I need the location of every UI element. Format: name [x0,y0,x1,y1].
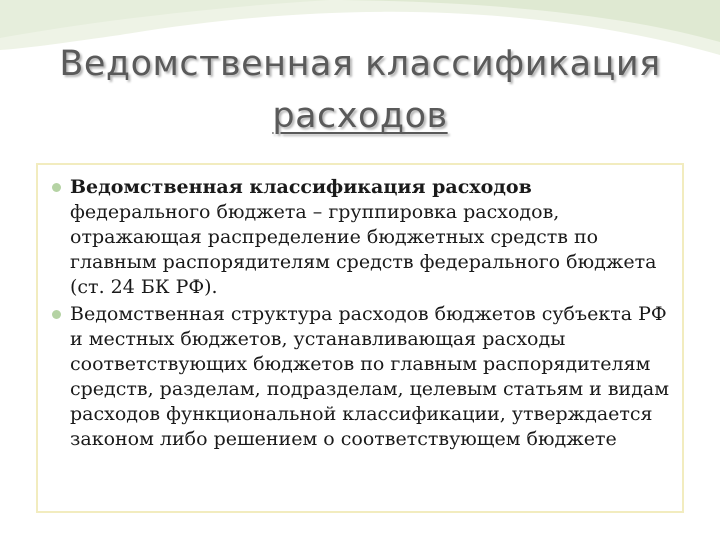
bullet-text: федерального бюджета – группировка расходов, отражающая распределение бюджетных средств по главным распорядителям средств федерального бюджета (ст. 24 БК РФ). [70,201,657,298]
bullet-dot-icon [52,183,61,192]
bullet-text: Ведомственная структура расходов бюджетов субъекта РФ и местных бюджетов, устанавливающая расходы соответствующих бюджетов по главным распорядителям средств, разделам, подразделам, целевым статьям и видам расходов функциональной классификации, утверждается законом либо решением о соответствующем бюджете [70,303,670,450]
bullet-bold-lead: Ведомственная классификация расходов [70,176,532,198]
content-box [36,163,684,513]
bullet-item-2 [48,302,678,452]
bullet-list [48,175,678,454]
title-line-1: Ведомственная классификация [59,44,661,84]
bullet-item-1 [48,175,678,300]
bullet-dot-icon [52,310,61,319]
slide-title [40,38,680,142]
title-line-2: расходов [272,96,448,136]
